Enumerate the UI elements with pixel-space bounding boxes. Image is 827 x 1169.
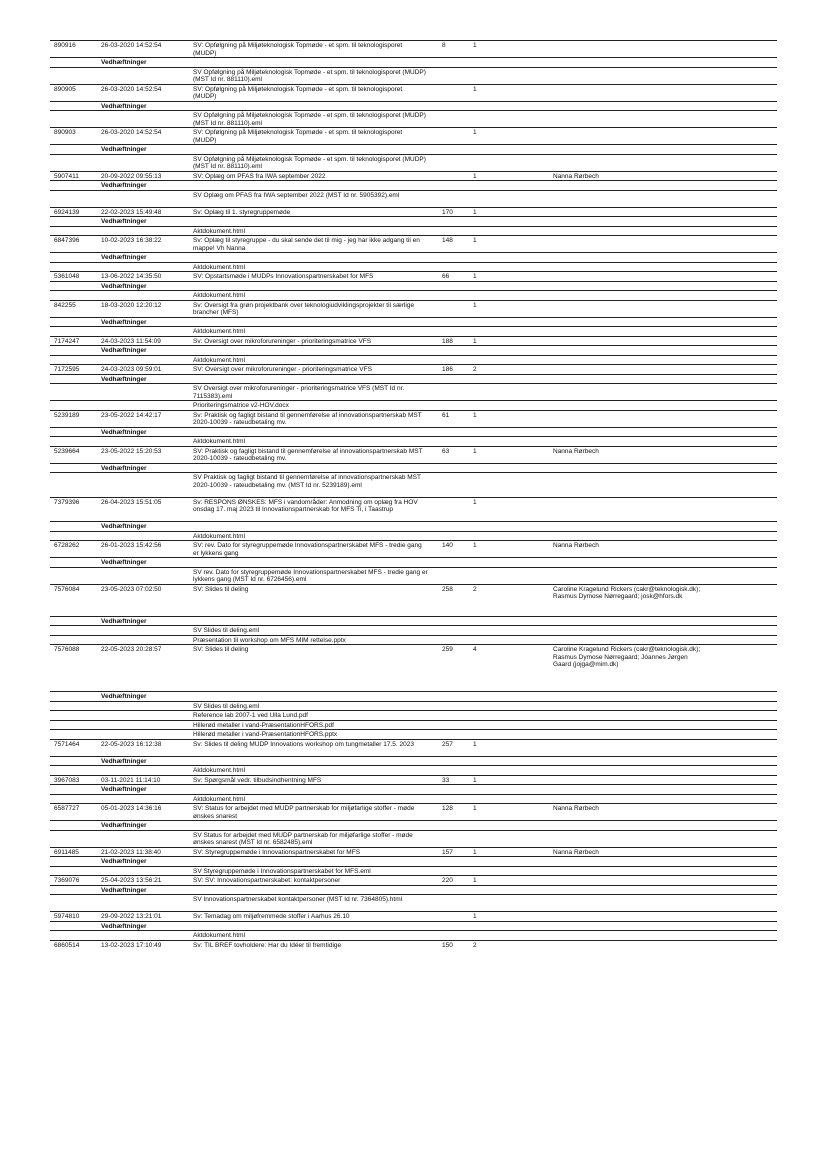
message-recipient: Nanna Rørbech <box>553 542 599 549</box>
message-subject: Sv: Temadag om miljøfremmede stoffer i Aarhus 26.10 <box>193 913 350 920</box>
message-date: 24-03-2023 11:54:09 <box>101 337 161 345</box>
attachment-filename: Aktdokument.html <box>193 767 246 774</box>
message-id: 5239664 <box>54 447 80 455</box>
attachments-label: Vedhæftninger <box>101 182 147 189</box>
attachment-count: 1 <box>473 913 477 920</box>
message-subject: SV: Styregruppemøde i Innovationspartnerskabet for MFS <box>193 848 361 856</box>
message-subject: Sv: Oplæg til 1. styregruppemøde <box>193 208 291 216</box>
message-number: 140 <box>442 542 453 549</box>
attachment-filename: SV Praktisk og fagligt bistand til gennemførelse af innovationspartnerskab MST 2020-10039 - rateudbetaling mv. (MST Id nr. 5239189).eml <box>193 474 421 489</box>
message-subject: SV: SV: Innovationspartnerskabet: kontaktpersoner <box>193 877 341 884</box>
message-number: 220 <box>442 877 453 884</box>
message-recipient: Nanna Rørbech <box>553 172 599 180</box>
attachments-label: Vedhæftninger <box>101 693 147 700</box>
attachments-label: Vedhæftninger <box>101 282 147 290</box>
table-row <box>50 410 777 428</box>
attachments-label: Vedhæftninger <box>101 59 147 66</box>
message-id: 842255 <box>54 301 76 309</box>
message-date: 29-09-2022 13:21:01 <box>101 913 162 920</box>
message-date: 23-05-2022 15:20:53 <box>101 447 162 455</box>
attachment-count: 1 <box>473 208 477 216</box>
attachments-label: Vedhæftninger <box>101 757 147 765</box>
message-id: 3967083 <box>54 776 80 784</box>
attachment-row <box>50 567 777 585</box>
message-date: 18-03-2020 12:20:12 <box>101 301 162 309</box>
message-subject: SV: Opstartsmøde i MUDPs Innovationspartnerskabet for MFS <box>193 273 374 280</box>
attachment-filename: SV Status for arbejdet med MUDP partnerskab for miljøfarlige stoffer - møde ønskes snarest (MST Id nr. 6582485).eml <box>193 831 413 846</box>
message-date: 13-02-2023 17:10:49 <box>101 941 162 949</box>
attachment-filename: SV Slides til deling.eml <box>193 702 260 710</box>
attachment-count: 1 <box>473 447 477 455</box>
attachment-count: 1 <box>473 85 477 93</box>
attachment-filename: SV Innovationspartnerskabet kontaktpersoner (MST Id nr. 7364805).html <box>193 896 403 903</box>
message-subject: Sv: Praktisk og fagligt bistand til gennemførelse af innovationspartnerskab MST 2020-10039 - rateudbetaling mv. <box>193 411 422 426</box>
attachments-label: Vedhæftninger <box>101 559 147 566</box>
message-date: 20-09-2022 09:55:13 <box>101 172 162 180</box>
message-subject: Sv: RESPONS ØNSKES: MFS i vandområder: Anmodning om oplæg fra HOV onsdag 17. maj 2023 til Innovationspartnerskab for MFS Ti, i Taastrup <box>193 498 418 513</box>
message-id: 7172595 <box>54 366 80 373</box>
message-date: 26-01-2023 15:42:56 <box>101 542 162 549</box>
table-row <box>50 497 777 523</box>
message-number: 186 <box>442 366 453 373</box>
message-id: 7576084 <box>54 585 80 593</box>
table-row <box>50 739 777 757</box>
message-date: 26-03-2020 14:52:54 <box>101 85 162 93</box>
message-subject: SV: Opfølgning på Miljøteknologisk Topmøde - et spm. til teknologisporet (MUDP) <box>193 129 403 144</box>
message-id: 6860514 <box>54 941 80 949</box>
attachment-filename: SV Opfølgning på Miljøteknologisk Topmøde - et spm. til teknologisporet (MUDP) (MST Id nr. 881110).eml <box>193 155 426 170</box>
attachment-row <box>50 110 777 128</box>
message-date: 21-02-2023 11:38:40 <box>101 848 161 856</box>
message-number: 61 <box>442 411 450 419</box>
message-date: 05-01-2023 14:36:16 <box>101 805 162 812</box>
attachment-filename: SV Styregruppemøde i Innovationspartnerskabet for MFS.eml <box>193 867 371 875</box>
attachments-label: Vedhæftninger <box>101 858 147 865</box>
message-number: 33 <box>442 776 450 784</box>
attachment-count: 1 <box>473 848 477 856</box>
table-row <box>50 584 777 617</box>
message-date: 24-03-2023 09:59:01 <box>101 366 162 373</box>
attachment-count: 2 <box>473 366 477 373</box>
message-subject: SV: Praktisk og fagligt bistand til gennemførelse af innovationspartnerskab MST 2020-10039 - rateudbetaling mv. <box>193 447 423 462</box>
message-number: 128 <box>442 805 453 812</box>
attachments-label: Vedhæftninger <box>101 218 147 225</box>
table-row <box>50 84 777 102</box>
attachment-filename: Hillerød metaller i vand-PræsentationHFORS.pdf <box>193 721 334 729</box>
attachment-filename: SV Oplæg om PFAS fra IWA september 2022 (MST Id nr. 5905392).eml <box>193 191 400 199</box>
attachments-label: Vedhæftninger <box>101 254 147 261</box>
attachments-label: Vedhæftninger <box>101 886 147 894</box>
attachment-count: 2 <box>473 585 477 593</box>
message-date: 25-04-2023 13:56:21 <box>101 877 162 884</box>
attachments-label: Vedhæftninger <box>101 922 147 930</box>
attachment-row <box>50 154 777 172</box>
message-date: 10-02-2023 16:38:22 <box>101 237 162 244</box>
message-date: 22-05-2023 16:12:38 <box>101 740 162 748</box>
attachment-filename: Præsentation til workshop om MFS MIM rettelse.pptx <box>193 636 346 644</box>
message-id: 6924139 <box>54 208 80 216</box>
attachment-row <box>50 190 777 208</box>
table-row <box>50 644 777 692</box>
message-id: 5361048 <box>54 273 80 280</box>
message-recipient: Nanna Rørbech <box>553 848 599 856</box>
attachment-count: 4 <box>473 646 477 653</box>
message-id: 6847396 <box>54 237 80 244</box>
message-id: 7379396 <box>54 498 80 506</box>
attachment-count: 1 <box>473 237 477 244</box>
message-id: 7571464 <box>54 740 80 748</box>
message-subject: SV: rev. Dato for styregruppemøde Innovationspartnerskabet MFS - tredie gang er lykkens gang <box>193 542 422 557</box>
message-number: 259 <box>442 646 453 653</box>
message-subject: SV: Opfølgning på Miljøteknologisk Topmøde - et spm. til teknologisporet (MUDP) <box>193 85 403 100</box>
message-number: 63 <box>442 447 450 455</box>
message-number: 257 <box>442 740 453 748</box>
attachment-count: 1 <box>473 740 477 748</box>
attachments-label: Vedhæftninger <box>101 786 147 793</box>
attachment-filename: Aktdokument.html <box>193 227 246 235</box>
attachment-row <box>50 894 777 912</box>
attachments-label: Vedhæftninger <box>101 318 147 326</box>
attachment-count: 1 <box>473 172 477 180</box>
message-number: 188 <box>442 337 453 345</box>
attachment-filename: Prioriteringsmatrice v2-HOV.docx <box>193 402 289 409</box>
message-subject: SV: Opfølgning på Miljøteknologisk Topmøde - et spm. til teknologisporet (MUDP) <box>193 42 403 57</box>
message-subject: SV: Status for arbejdet med MUDP partnerskab for miljøfarlige stoffer - møde ønskes snarest <box>193 805 415 820</box>
attachment-count: 1 <box>473 337 477 345</box>
message-id: 5907411 <box>54 172 79 180</box>
message-date: 22-05-2023 20:28:57 <box>101 646 162 653</box>
message-subject: Sv: Slides til deling MUDP Innovations workshop om tungmetaller 17.5. 2023 <box>193 740 414 748</box>
message-recipient: Nanna Rørbech <box>553 805 599 812</box>
attachment-count: 1 <box>473 805 477 812</box>
message-number: 157 <box>442 848 453 856</box>
attachment-row <box>50 830 777 848</box>
message-id: 5239189 <box>54 411 80 419</box>
attachments-label: Vedhæftninger <box>101 146 147 153</box>
attachment-filename: SV Oversigt over mikroforureninger - prioriteringsmatrice VFS (MST Id nr. 7115383).eml <box>193 385 405 400</box>
message-subject: Sv: Oversigt over mikroforureninger - prioriteringsmatrice VFS <box>193 337 372 345</box>
attachment-filename: SV Opfølgning på Miljøteknologisk Topmøde - et spm. til teknologisporet (MUDP) (MST Id nr. 881110).eml <box>193 68 426 83</box>
table-row <box>50 235 777 253</box>
attachment-count: 2 <box>473 941 477 949</box>
attachment-count: 1 <box>473 411 477 419</box>
message-id: 890905 <box>54 85 76 93</box>
message-id: 890916 <box>54 42 76 49</box>
attachment-filename: Aktdokument.html <box>193 532 246 540</box>
attachment-count: 1 <box>473 273 477 280</box>
message-id: 6911485 <box>54 848 79 856</box>
message-subject: SV: Slides til deling <box>193 646 249 653</box>
attachment-filename: Aktdokument.html <box>193 263 246 271</box>
message-number: 148 <box>442 237 453 244</box>
message-subject: SV: Oplæg om PFAS fra IWA september 2022 <box>193 172 326 180</box>
attachment-filename: Reference lab 2007-1 ved Ulla Lund.pdf <box>193 712 308 719</box>
attachments-label: Vedhæftninger <box>101 822 147 829</box>
attachment-filename: Aktdokument.html <box>193 292 246 299</box>
attachment-count: 1 <box>473 498 477 506</box>
message-id: 5974810 <box>54 913 80 920</box>
attachment-filename: Aktdokument.html <box>193 795 246 803</box>
attachment-filename: Aktdokument.html <box>193 438 246 445</box>
table-row <box>50 940 777 951</box>
attachment-filename: SV rev. Dato for styregruppemøde Innovationspartnerskabet MFS - tredie gang er lykkens gang (MST Id nr. 6726456).eml <box>193 568 428 583</box>
message-id: 890903 <box>54 129 76 136</box>
message-number: 150 <box>442 941 453 949</box>
message-date: 23-05-2022 14:42:17 <box>101 411 162 419</box>
attachment-count: 1 <box>473 776 477 784</box>
attachment-row <box>50 383 777 401</box>
message-id: 6587727 <box>54 805 80 812</box>
message-recipient: Caroline Kragelund Rickers (cakr@teknologisk.dk); Rasmus Dymose Nørregaard; josk@hfors.dk <box>553 585 701 600</box>
attachments-label: Vedhæftninger <box>101 102 147 110</box>
message-subject: SV: Slides til deling <box>193 585 249 593</box>
message-subject: Sv: Oversigt fra grøn projektbank over teknologiudviklingsprojekter til særlige brancher (MFS) <box>193 301 415 316</box>
table-row <box>50 540 777 558</box>
attachment-count: 1 <box>473 42 477 49</box>
attachment-filename: Hillerød metaller i vand-PræsentationHFORS.pptx <box>193 731 338 738</box>
attachments-label: Vedhæftninger <box>101 428 147 436</box>
attachment-filename: Aktdokument.html <box>193 328 246 335</box>
message-recipient: Nanna Rørbech <box>553 447 599 455</box>
message-number: 66 <box>442 273 450 280</box>
table-row <box>50 446 777 464</box>
message-number: 258 <box>442 585 453 593</box>
attachment-filename: Aktdokument.html <box>193 932 246 939</box>
message-subject: Sv: TIL BREF tovholdere: Har du Idéer til fremtidige <box>193 941 342 949</box>
message-date: 26-03-2020 14:52:54 <box>101 129 162 136</box>
attachment-count: 1 <box>473 542 477 549</box>
attachment-filename: SV Slides til deling.eml <box>193 627 260 634</box>
message-subject: SV: Oversigt over mikroforureninger - prioriteringsmatrice VFS <box>193 366 372 373</box>
message-date: 22-02-2023 15:49:48 <box>101 208 162 216</box>
message-number: 8 <box>442 42 446 49</box>
attachment-count: 1 <box>473 301 477 309</box>
message-date: 26-03-2020 14:52:54 <box>101 42 162 49</box>
attachments-label: Vedhæftninger <box>101 523 147 530</box>
attachment-filename: SV Opfølgning på Miljøteknologisk Topmøde - et spm. til teknologisporet (MUDP) (MST Id nr. 881110).eml <box>193 112 426 127</box>
message-id: 7576088 <box>54 646 80 653</box>
table-row <box>50 803 777 821</box>
message-id: 7174247 <box>54 337 80 345</box>
attachments-label: Vedhæftninger <box>101 375 147 383</box>
attachment-count: 1 <box>473 129 477 136</box>
message-id: 7369076 <box>54 877 80 884</box>
attachment-count: 1 <box>473 877 477 884</box>
attachments-label: Vedhæftninger <box>101 347 147 354</box>
message-recipient: Caroline Kragelund Rickers (cakr@teknologisk.dk); Rasmus Dymose Nørregaard; Jóannes Jørgen Gaard (jojga@mim.dk) <box>553 646 701 668</box>
attachment-filename: Aktdokument.html <box>193 356 246 364</box>
message-date: 03-11-2021 11:14:10 <box>101 776 161 784</box>
message-subject: Sv: Oplæg til styregruppe - du skal sende det til mig - jeg har ikke adgang til en mappe! Vh Nanna <box>193 237 420 252</box>
message-date: 26-04-2023 15:51:05 <box>101 498 162 506</box>
attachment-row <box>50 472 777 498</box>
attachment-row <box>50 67 777 85</box>
attachments-label: Vedhæftninger <box>101 464 147 472</box>
message-id: 6728262 <box>54 542 80 549</box>
message-subject: Sv: Spørgsmål vedr. tilbudsindhentning MFS <box>193 776 322 784</box>
attachments-label: Vedhæftninger <box>101 617 147 625</box>
message-date: 13-06-2022 14:35:50 <box>101 273 162 280</box>
table-row <box>50 300 777 318</box>
message-date: 23-05-2023 07:02:50 <box>101 585 162 593</box>
table-row <box>50 127 777 145</box>
message-number: 170 <box>442 208 453 216</box>
table-row <box>50 40 777 58</box>
